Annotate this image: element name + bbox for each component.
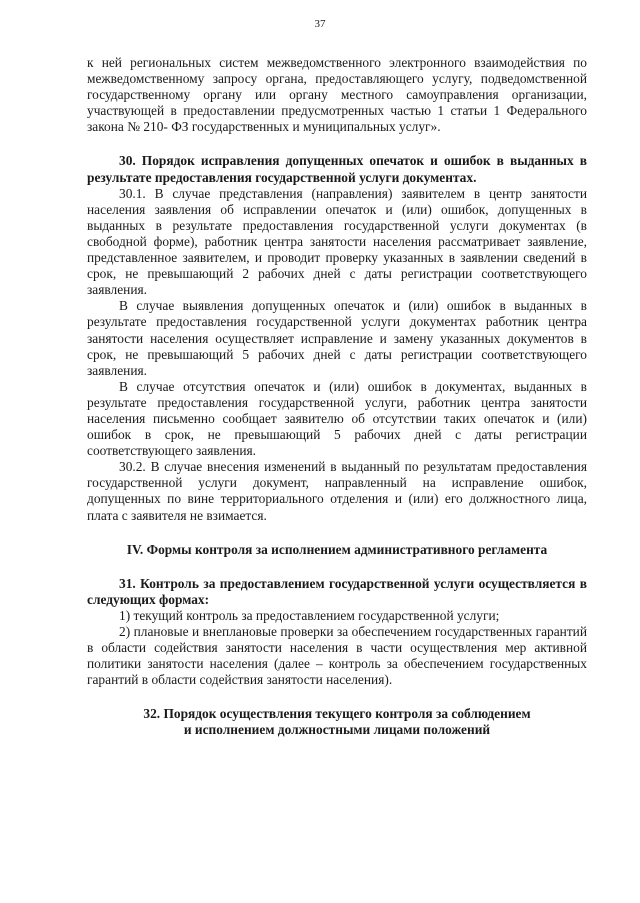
section-30-errors-found-paragraph: В случае выявления допущенных опечаток и (или) ошибок в выданных в результате предоставления государственной услуги документах работник центра занятости населения осуществляет исправление и замену указанных документов в срок, не превышающий 5 рабочих дней с даты регистрации соответствующего заявления. [87,298,587,378]
section-32-heading-line-1: 32. Порядок осуществления текущего контроля за соблюдением [143,706,531,722]
section-31-item-2: 2) плановые и внеплановые проверки за обеспечением государственных гарантий в области содействия занятости населения в части осуществления мер активной политики занятости населения (далее – контроль за обеспечением государственных гарантий в области содействия занятости населения). [87,624,587,688]
document-body [87,55,587,739]
section-31-item-1: 1) текущий контроль за предоставлением государственной услуги; [119,607,500,623]
section-30-no-errors-paragraph: В случае отсутствия опечаток и (или) ошибок в документах, выданных в результате предоставления государственной услуги, работник центра занятости населения письменно сообщает заявителю об отсутствии таких опечаток и (или) ошибок в срок, не превышающий 5 рабочих дней с даты регистрации соответствующего заявления. [87,378,587,459]
continuation-paragraph: к ней региональных систем межведомственного электронного взаимодействия по межведомственному запросу органа, предоставляющего услугу, подведомственной государственному органу или органу местного самоуправления организации, участвующей в предоставлении предусмотренных частью 1 статьи 1 Федерального закона № 210- ФЗ государственных и муниципальных услуг». [87,55,587,135]
section-32-heading-line-2: и исполнением должностными лицами положений [183,722,491,738]
section-30-2-paragraph: 30.2. В случае внесения изменений в выданный по результатам предоставления государственной услуги документ, направленный на исправление ошибок, допущенных по вине территориального отделения и (или) его должностного лица, плата с заявителя не взимается. [87,459,587,523]
page-number: 37 [314,18,326,30]
section-31-heading: 31. Контроль за предоставлением государственной услуги осуществляется в следующих формах: [87,575,587,607]
part-4-heading: IV. Формы контроля за исполнением административного регламента [126,541,548,557]
section-30-1-paragraph: 30.1. В случае представления (направления) заявителем в центр занятости населения заявления об исправлении опечаток и (или) ошибок, допущенных в выданных в результате предоставления государственной услуги документах (в свободной форме), работник центра занятости населения рассматривает заявление, представленное заявителем, и проводит проверку указанных в заявлении сведений в срок, не превышающий 2 рабочих дней с даты регистрации соответствующего заявления. [87,185,587,298]
section-30-heading: 30. Порядок исправления допущенных опечаток и ошибок в выданных в результате предоставления государственной услуги документах. [87,153,587,185]
